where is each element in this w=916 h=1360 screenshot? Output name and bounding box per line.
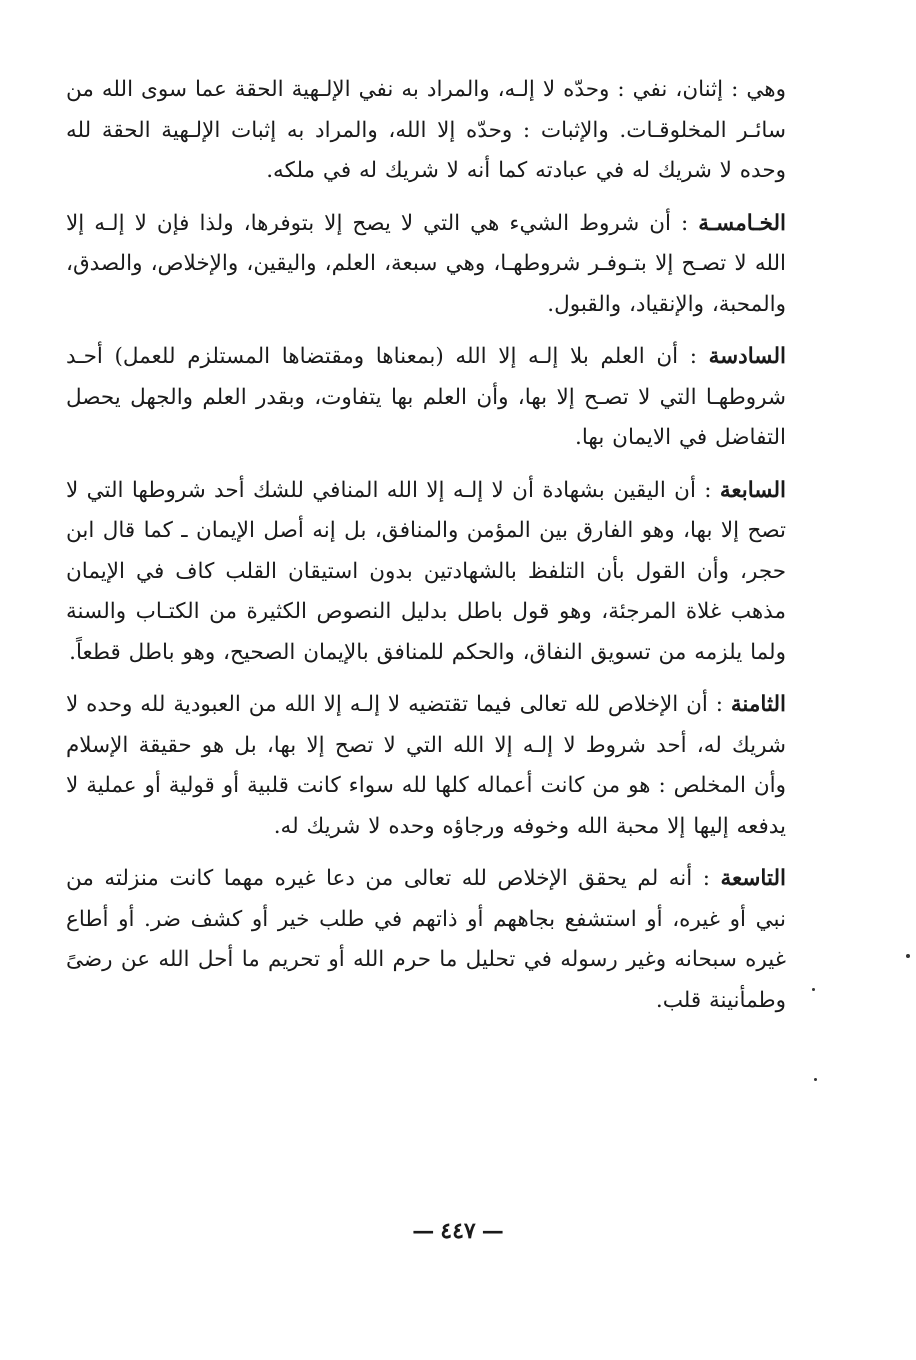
paragraph-text: : أن شروط الشيء هي التي لا يصح إلا بتوفرها، ولذا فإن لا إلـه إلا الله لا تصـح إلا بتـوفـر شروطهـا، وهي سبعة، العلم، واليقين، والإخلاص، والصدق، والمحبة، والإنقياد، والقبول.	[66, 210, 787, 317]
paragraph-heading: الثامنة	[730, 692, 786, 717]
paragraph-text: : أنه لم يحقق الإخلاص لله تعالى من دعا غيره مهما كانت منزلته من نبي أو غيره، أو استشفع بجاههم أو ذاتهم في طلب خير أو كشف ضر. أو أطاع غيره سبحانه وغير رسوله في تحليل ما حرم الله أو تحريم ما أحل الله عن رضىً وطمأنينة قلب.	[66, 866, 786, 1013]
paragraph-seventh	[66, 471, 786, 674]
page-number	[0, 1218, 916, 1244]
paragraph-fifth	[66, 204, 786, 326]
page-number-dash-right: —	[412, 1218, 435, 1244]
paragraph-text: وهي : إثنان، نفي : وحدّه لا إلـه، والمراد به نفي الإلـهية الحقة عما سوى الله من سائـر المخلوقـات. والإثبات : وحدّه إلا الله، والمراد به إثبات الإلـهية الحقة لله وحده لا شريك له في عبادته كما أنه لا شريك له في ملكه.	[66, 77, 786, 183]
paragraph-ninth	[66, 859, 786, 1021]
page-number-dash-left: —	[481, 1218, 504, 1244]
paragraph-eighth	[66, 685, 786, 847]
paragraph-text: : أن اليقين بشهادة أن لا إلـه إلا الله المنافي للشك أحد شروطها التي لا تصح إلا بها، وهو الفارق بين المؤمن والمنافق، بل إنه أصل الإيمان ـ كما قال ابن حجر، وأن القول بأن التلفظ بالشهادتين بدون استيقان القلب كاف في الإيمان مذهب غلاة المرجئة، وهو قول باطل بدليل النصوص الكثيرة من الكتـاب والسنة ولما يلزمه من تسويق النفاق، والحكم للمنافق بالإيمان الصحيح، وهو باطل قطعاً.	[66, 477, 786, 665]
margin-speck	[812, 988, 815, 991]
paragraph-heading: السابعة	[719, 477, 786, 503]
paragraph-text: : أن الإخلاص لله تعالى فيما تقتضيه لا إلـه إلا الله من العبودية لله وحده لا شريك له، أحد شروط لا إلـه إلا الله التي لا تصح إلا بها، بل هو حقيقة الإسلام وأن المخلص : هو من كانت أعماله كلها لله سواء كانت قلبية أو قولية أو عملية لا يدفعه إليها إلا محبة الله وخوفه ورجاؤه وحده لا شريك له.	[66, 692, 786, 839]
margin-speck	[906, 954, 910, 958]
paragraph-sixth	[66, 337, 786, 459]
paragraph-heading: السادسة	[708, 344, 786, 369]
paragraph-heading: الخـامسـة	[698, 210, 786, 236]
margin-speck	[814, 1078, 817, 1081]
paragraph-intro	[66, 70, 786, 192]
page-number-value: ٤٤٧	[440, 1218, 476, 1244]
page-body	[66, 70, 786, 1033]
paragraph-text: : أن العلم بلا إلـه إلا الله (بمعناها ومقتضاها المستلزم للعمل) أحـد شروطهـا التي لا تصـح إلا بها، وأن العلم بها يتفاوت، وبقدر العلم والجهل يحصل التفاضل في الايمان بها.	[66, 344, 786, 450]
paragraph-heading: التاسعة	[720, 866, 786, 891]
